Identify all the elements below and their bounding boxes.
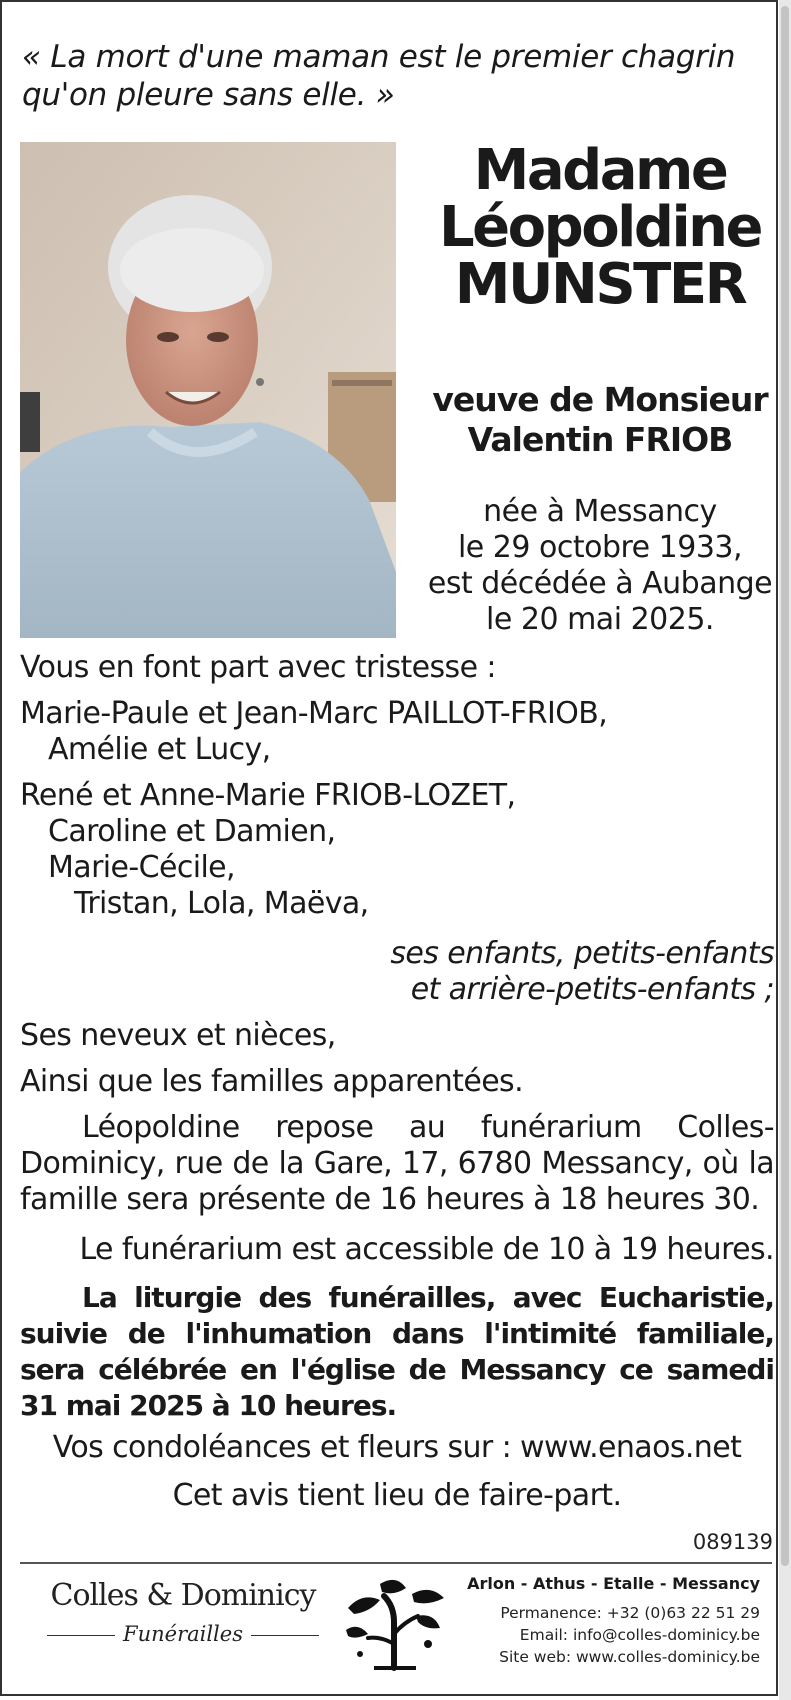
phone-line[interactable]: Permanence: +32 (0)63 22 51 29 [500, 1604, 760, 1622]
family-line-2: Amélie et Lucy, [48, 732, 271, 767]
title-firstname: Léopoldine [438, 195, 762, 260]
spouse-line-1: veuve de Monsieur [432, 380, 768, 419]
contact-info [460, 1602, 760, 1668]
spouse-info [420, 380, 780, 460]
family-line-6: Tristan, Lola, Maëva, [74, 886, 369, 921]
condolences-line: Vos condoléances et fleurs sur : www.enaos.net [52, 1430, 742, 1465]
relation-line-1: ses enfants, petits-enfants [390, 936, 774, 971]
website-line[interactable]: Site web: www.colles-dominicy.be [499, 1648, 760, 1666]
email-line[interactable]: Email: info@colles-dominicy.be [519, 1626, 760, 1644]
epitaph-quote [22, 38, 762, 114]
portrait-photo [20, 142, 396, 638]
nephews-line: Ses neveux et nièces, [20, 1018, 336, 1053]
announcement: Vous en font part avec tristesse : [20, 650, 496, 685]
deceased-name [420, 138, 780, 317]
company-subtitle [38, 1622, 328, 1646]
birth-date: le 29 octobre 1933, [457, 530, 743, 565]
birth-death-info [415, 494, 785, 638]
branch-locations: Arlon - Athus - Etalle - Messancy [467, 1574, 760, 1593]
liturgy-paragraph: La liturgie des funérailles, avec Eucharistie, suivie de l'inhumation dans l'intimité familiale, sera célébrée en l'église de Messancy ce samedi 31 mai 2025 à 10 heures. [20, 1281, 774, 1422]
death-place: est décédée à Aubange [427, 566, 773, 601]
scrollbar-thumb[interactable] [781, 6, 789, 1566]
title-honorific: Madame [473, 138, 727, 203]
subtitle-rule-right [251, 1635, 319, 1636]
family-line-4: Caroline et Damien, [48, 814, 336, 849]
subtitle-rule-left [47, 1635, 115, 1636]
relatives-line: Ainsi que les familles apparentées. [20, 1064, 524, 1099]
birth-place: née à Messancy [483, 494, 717, 529]
spouse-line-2: Valentin FRIOB [467, 420, 733, 459]
family-line-5: Marie-Cécile, [48, 850, 235, 885]
reference-number: 089139 [692, 1530, 773, 1554]
death-date: le 20 mai 2025. [486, 602, 714, 637]
quote-line-1: « La mort d'une maman est le premier chagrin [22, 39, 736, 75]
family-line-3: René et Anne-Marie FRIOB-LOZET, [20, 778, 516, 813]
notice-line: Cet avis tient lieu de faire-part. [172, 1478, 622, 1513]
footer-divider [20, 1562, 772, 1564]
family-line-1: Marie-Paule et Jean-Marc PAILLOT-FRIOB, [20, 696, 608, 731]
subtitle-text: Funérailles [123, 1622, 243, 1646]
tree-logo-icon [340, 1572, 452, 1672]
relation-line-2: et arrière-petits-enfants ; [410, 972, 774, 1007]
repose-paragraph: Léopoldine repose au funérarium Colles-Dominicy, rue de la Gare, 17, 6780 Messancy, où la famille sera présente de 16 heures à 18 heures 30. [20, 1110, 774, 1217]
access-paragraph: Le funérarium est accessible de 10 à 19 heures. [79, 1232, 774, 1267]
quote-line-2: qu'on pleure sans elle. » [22, 77, 395, 113]
company-name: Colles & Dominicy [50, 1578, 316, 1613]
title-lastname: MUNSTER [454, 252, 746, 317]
